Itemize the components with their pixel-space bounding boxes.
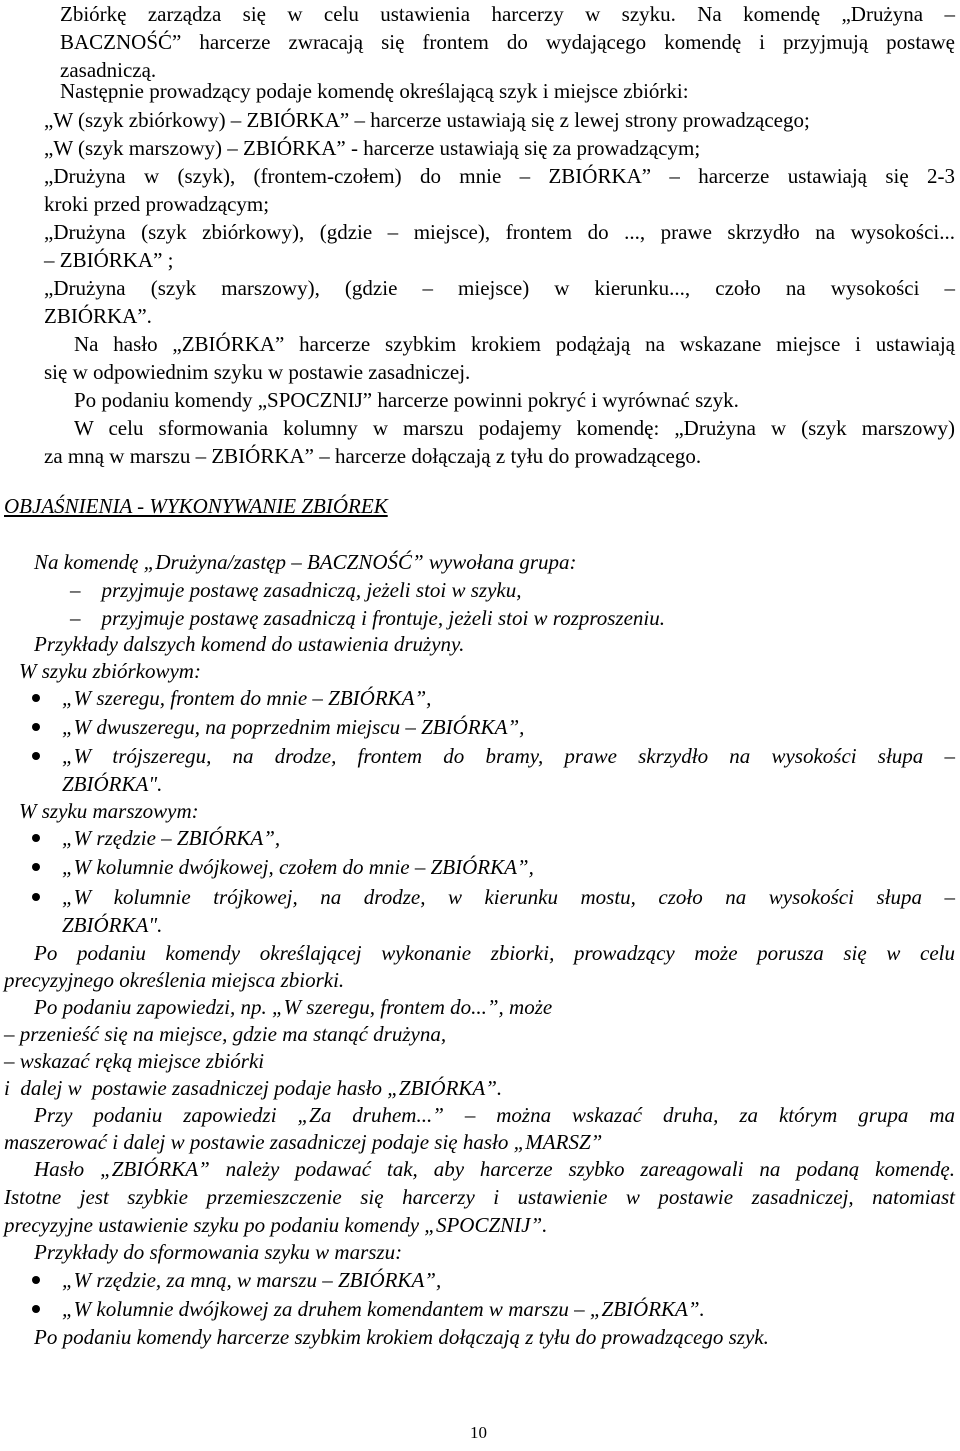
text-line: Zbiórkę zarządza się w celu ustawienia harcerzy w szyku. Na komendę „Drużyna – bbox=[60, 2, 955, 26]
section-heading: OBJAŚNIENIA - WYKONYWANIE ZBIÓREK bbox=[4, 494, 388, 518]
text-line: „W (szyk marszowy) – ZBIÓRKA” - harcerze ustawiają się za prowadzącym; bbox=[44, 136, 701, 160]
list-item: „W kolumnie dwójkowej, czołem do mnie – ZBIÓRKA”, bbox=[62, 855, 534, 879]
list-item: „W trójszeregu, na drodze, frontem do bramy, prawe skrzydło na wysokości słupa – bbox=[62, 744, 955, 768]
text-line: W szyku marszowym: bbox=[19, 799, 199, 823]
text-line: kroki przed prowadzącym; bbox=[44, 192, 270, 216]
text-line: Przykłady dalszych komend do ustawienia drużyny. bbox=[34, 632, 465, 656]
text-line: maszerować i dalej w postawie zasadniczej podaje się hasło „MARSZ” bbox=[4, 1130, 603, 1154]
bullet-icon bbox=[32, 834, 40, 842]
bullet-icon bbox=[32, 893, 40, 901]
text-line: ZBIÓRKA”. bbox=[44, 304, 152, 328]
text-line: „Drużyna w (szyk), (frontem-czołem) do mnie – ZBIÓRKA” – harcerze ustawiają się 2-3 bbox=[44, 164, 955, 188]
list-item: „W kolumnie dwójkowej za druhem komendantem w marszu – „ZBIÓRKA”. bbox=[62, 1297, 705, 1321]
text-line: precyzyjnego określenia miejsca zbiorki. bbox=[4, 968, 345, 992]
text-line: Na komendę „Drużyna/zastęp – BACZNOŚĆ” wywołana grupa: bbox=[34, 550, 577, 574]
bullet-icon bbox=[32, 723, 40, 731]
text-line: zasadniczą. bbox=[60, 58, 157, 82]
list-item: „W dwuszeregu, na poprzednim miejscu – ZBIÓRKA”, bbox=[62, 715, 525, 739]
text-line: Po podaniu komendy „SPOCZNIJ” harcerze powinni pokryć i wyrównać szyk. bbox=[74, 388, 739, 412]
list-item: „W kolumnie trójkowej, na drodze, w kierunku mostu, czoło na wysokości słupa – bbox=[62, 885, 955, 909]
text-line: – wskazać ręką miejsce zbiórki bbox=[4, 1049, 265, 1073]
text-line: Po podaniu komendy określającej wykonanie zbiorki, prowadzący może porusza się w celu bbox=[34, 941, 955, 965]
text-line: Przykłady do sformowania szyku w marszu: bbox=[34, 1240, 403, 1264]
text-line: Po podaniu zapowiedzi, np. „W szeregu, frontem do...”, może bbox=[34, 995, 553, 1019]
text-line: i dalej w postawie zasadniczej podaje hasło „ZBIÓRKA”. bbox=[4, 1076, 503, 1100]
list-item-continuation: ZBIÓRKA". bbox=[62, 772, 163, 796]
bullet-icon bbox=[32, 863, 40, 871]
bullet-icon bbox=[32, 694, 40, 702]
text-line: – przenieść się na miejsce, gdzie ma stanąć drużyna, bbox=[4, 1022, 447, 1046]
text-line: BACZNOŚĆ” harcerze zwracają się frontem do wydającego komendę i przyjmują postawę bbox=[60, 30, 955, 54]
list-item: „W szeregu, frontem do mnie – ZBIÓRKA”, bbox=[62, 686, 432, 710]
text-line: W szyku zbiórkowym: bbox=[19, 659, 201, 683]
bullet-icon bbox=[32, 752, 40, 760]
text-line: W celu sformowania kolumny w marszu podajemy komendę: „Drużyna w (szyk marszowy) bbox=[74, 416, 955, 440]
text-line: – przyjmuje postawę zasadniczą i frontuje, jeżeli stoi w rozproszeniu. bbox=[70, 606, 666, 630]
text-line: precyzyjne ustawienie szyku po podaniu komendy „SPOCZNIJ”. bbox=[4, 1213, 548, 1237]
text-line: „W (szyk zbiórkowy) – ZBIÓRKA” – harcerze ustawiają się z lewej strony prowadzącego; bbox=[44, 108, 810, 132]
text-line: Istotne jest szybkie przemieszczenie się harcerzy i ustawienie w postawie zasadniczej, natomiast bbox=[4, 1185, 955, 1209]
list-item-continuation: ZBIÓRKA". bbox=[62, 913, 163, 937]
list-item: „W rzędzie – ZBIÓRKA”, bbox=[62, 826, 281, 850]
bullet-icon bbox=[32, 1276, 40, 1284]
list-item: „W rzędzie, za mną, w marszu – ZBIÓRKA”, bbox=[62, 1268, 442, 1292]
text-line: Przy podaniu zapowiedzi „Za druhem...” – można wskazać druha, za którym grupa ma bbox=[34, 1103, 955, 1127]
bullet-icon bbox=[32, 1305, 40, 1313]
text-line: – przyjmuje postawę zasadniczą, jeżeli stoi w szyku, bbox=[70, 578, 522, 602]
text-line: się w odpowiednim szyku w postawie zasadniczej. bbox=[44, 360, 471, 384]
text-line: „Drużyna (szyk marszowy), (gdzie – miejsce) w kierunku..., czoło na wysokości – bbox=[44, 276, 955, 300]
page-number: 10 bbox=[470, 1423, 487, 1442]
text-line: Po podaniu komendy harcerze szybkim krokiem dołączają z tyłu do prowadzącego szyk. bbox=[34, 1325, 769, 1349]
text-line: za mną w marszu – ZBIÓRKA” – harcerze dołączają z tyłu do prowadzącego. bbox=[44, 444, 702, 468]
text-line: „Drużyna (szyk zbiórkowy), (gdzie – miejsce), frontem do ..., prawe skrzydło na wysokości... bbox=[44, 220, 955, 244]
text-line: Hasło „ZBIÓRKA” należy podawać tak, aby harcerze szybko zareagowali na podaną komendę. bbox=[34, 1157, 955, 1181]
text-line: – ZBIÓRKA” ; bbox=[44, 248, 174, 272]
text-line: Na hasło „ZBIÓRKA” harcerze szybkim krokiem podążają na wskazane miejsce i ustawiają bbox=[74, 332, 955, 356]
text-line: Następnie prowadzący podaje komendę określającą szyk i miejsce zbiórki: bbox=[60, 79, 689, 103]
